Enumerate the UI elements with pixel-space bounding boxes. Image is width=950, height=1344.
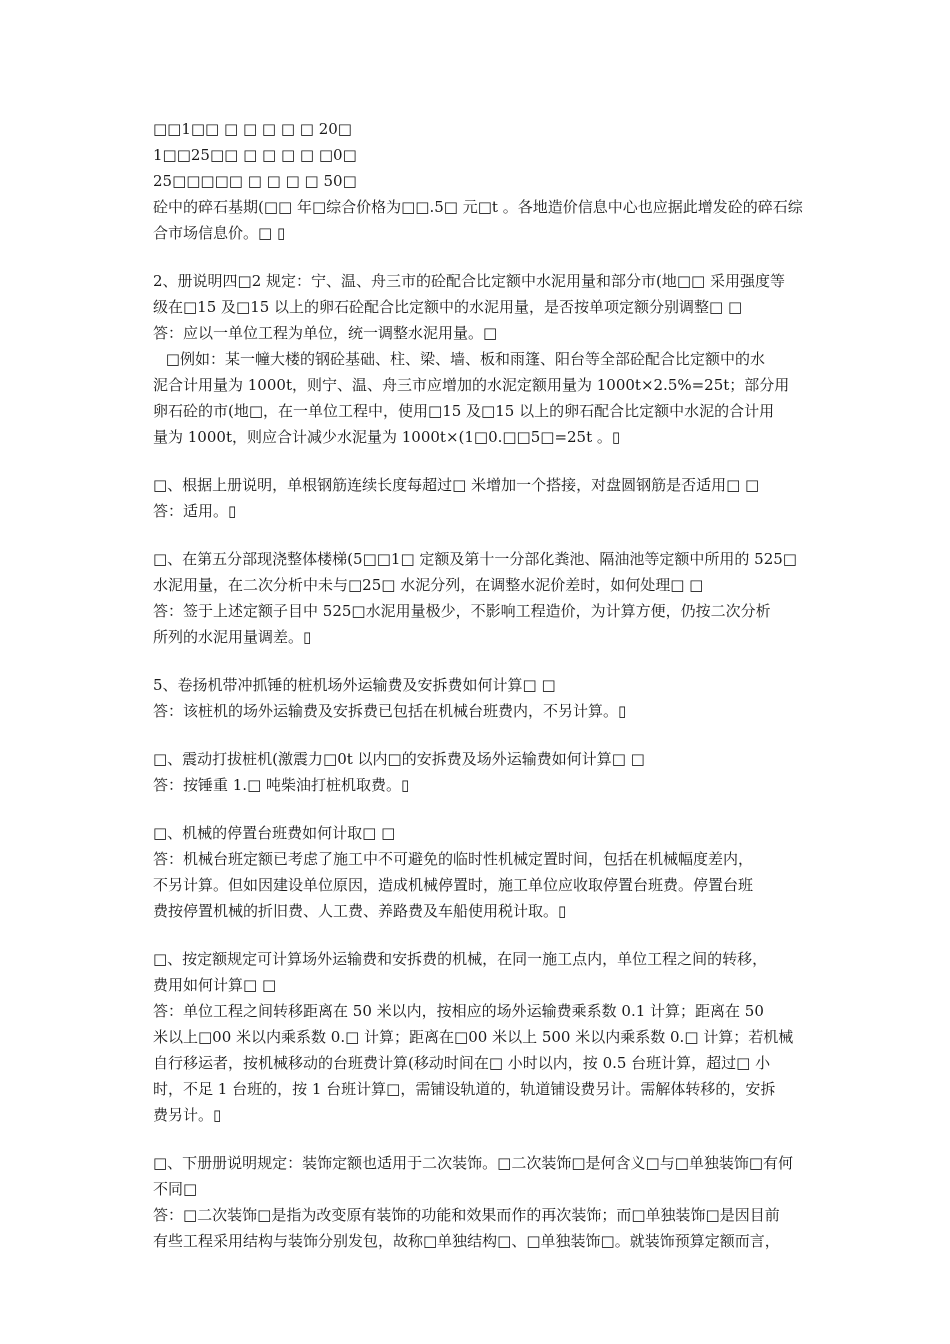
answer-line: 答：适用。▯	[153, 502, 237, 520]
answer-line: 答：机械台班定额已考虑了施工中不可避免的临时性机械定置时间，包括在机械幅度差内，	[153, 850, 754, 868]
question-line: 级在□15 及□15 以上的卵石砼配合比定额中的水泥用量，是否按单项定额分别调整□ □	[153, 298, 743, 316]
question-line: 水泥用量，在二次分析中未与□25□ 水泥分列，在调整水泥价差时，如何处理□ □	[153, 576, 704, 594]
question-line: □、震动打拔桩机(激震力□0t 以内□的安拆费及场外运输费如何计算□ □	[153, 750, 645, 768]
qa-item-8	[153, 946, 803, 1128]
question-line: □、下册册说明规定：装饰定额也适用于二次装饰。□二次装饰□是何含义□与□单独装饰□有何	[153, 1154, 794, 1172]
paragraph-line: 砼中的碎石基期(□□ 年□综合价格为□□.5□ 元□t 。各地造价信息中心也应据此增发砼的碎石综	[153, 198, 803, 216]
paragraph-line: 合市场信息价。□ ▯	[153, 224, 286, 242]
answer-line: 泥合计用量为 1000t，则宁、温、舟三市应增加的水泥定额用量为 1000t×2.5%=25t；部分用	[153, 376, 790, 394]
qa-item-6	[153, 746, 803, 798]
answer-line: 答：按锤重 1.□ 吨柴油打桩机取费。▯	[153, 776, 410, 794]
answer-line: 所列的水泥用量调差。▯	[153, 628, 312, 646]
intro-block	[153, 116, 803, 246]
qa-item-2	[153, 268, 803, 450]
answer-line: 时，不足 1 台班的，按 1 台班计算□，需铺设轨道的，轨道铺设费另计。需解体转移的，安拆	[153, 1080, 776, 1098]
answer-line: 不另计算。但如因建设单位原因，造成机械停置时，施工单位应收取停置台班费。停置台班	[153, 876, 754, 894]
answer-line: 量为 1000t，则应合计减少水泥量为 1000t×(1□0.□□5□=25t 。▯	[153, 428, 621, 446]
answer-line: 答：□二次装饰□是指为改变原有装饰的功能和效果而作的再次装饰；而□单独装饰□是因目前	[153, 1206, 780, 1224]
question-line: 不同□	[153, 1180, 198, 1198]
qa-item-9	[153, 1150, 803, 1254]
question-line: 2、册说明四□2 规定：宁、温、舟三市的砼配合比定额中水泥用量和部分市(地□□ 采用强度等	[153, 272, 785, 290]
answer-line: □例如：某一幢大楼的钢砼基础、柱、梁、墙、板和雨篷、阳台等全部砼配合比定额中的水	[161, 350, 765, 368]
price-row: 25□□□□□ □ □ □ □ 50□	[153, 172, 357, 190]
qa-item-5	[153, 672, 803, 724]
question-line: 费用如何计算□ □	[153, 976, 277, 994]
answer-line: 有些工程采用结构与装饰分别发包，故称□单独结构□、□单独装饰□。就装饰预算定额而言，	[153, 1232, 780, 1250]
question-line: □、按定额规定可计算场外运输费和安拆费的机械，在同一施工点内，单位工程之间的转移，	[153, 950, 768, 968]
answer-line: 答：该桩机的场外运输费及安拆费已包括在机械台班费内，不另计算。▯	[153, 702, 627, 720]
answer-line: 答：签于上述定额子目中 525□水泥用量极少，不影响工程造价，为计算方便，仍按二次分析	[153, 602, 771, 620]
answer-line: 答：单位工程之间转移距离在 50 米以内，按相应的场外运输费乘系数 0.1 计算；距离在 50	[153, 1002, 764, 1020]
answer-line: 费另计。▯	[153, 1106, 222, 1124]
price-row: 1□□25□□ □ □ □ □ □0□	[153, 146, 357, 164]
answer-line: 自行移运者，按机械移动的台班费计算(移动时间在□ 小时以内，按 0.5 台班计算，超过□ 小	[153, 1054, 771, 1072]
document-body	[153, 116, 803, 1254]
question-line: □、机械的停置台班费如何计取□ □	[153, 824, 396, 842]
price-row: □□1□□ □ □ □ □ □ 20□	[153, 120, 352, 138]
question-line: 5、卷扬机带冲抓锤的桩机场外运输费及安拆费如何计算□ □	[153, 676, 556, 694]
answer-line: 卵石砼的市(地□，在一单位工程中，使用□15 及□15 以上的卵石配合比定额中水泥的合计用	[153, 402, 775, 420]
qa-item-4	[153, 546, 803, 650]
question-line: □、根据上册说明，单根钢筋连续长度每超过□ 米增加一个搭接，对盘圆钢筋是否适用□ □	[153, 476, 760, 494]
answer-line: 米以上□00 米以内乘系数 0.□ 计算；距离在□00 米以上 500 米以内乘系数 0.□ 计算；若机械	[153, 1028, 794, 1046]
answer-line: 答：应以一单位工程为单位，统一调整水泥用量。□	[153, 324, 498, 342]
question-line: □、在第五分部现浇整体楼梯(5□□1□ 定额及第十一分部化粪池、隔油池等定额中所用的 525□	[153, 550, 797, 568]
qa-item-3	[153, 472, 803, 524]
answer-line: 费按停置机械的折旧费、人工费、养路费及车船使用税计取。▯	[153, 902, 567, 920]
qa-item-7	[153, 820, 803, 924]
